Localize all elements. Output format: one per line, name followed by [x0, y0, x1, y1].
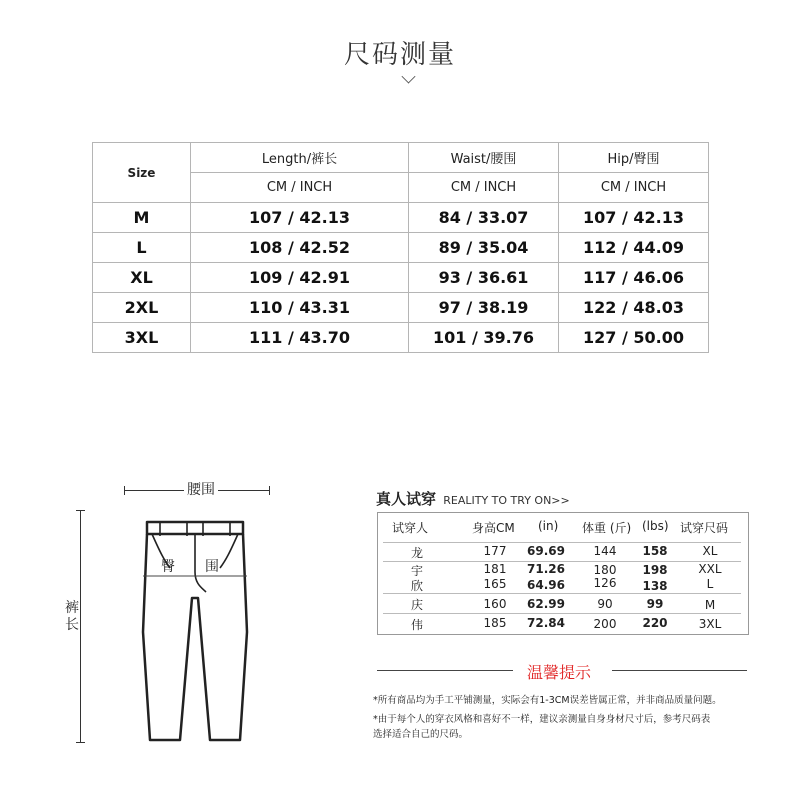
- tryon-weight-jin: 126: [593, 576, 617, 590]
- tryon-header-size: 试穿尺码: [680, 521, 729, 535]
- length-cell: 108 / 42.52: [191, 233, 409, 263]
- length-dimension-tick: [76, 510, 85, 511]
- tryon-weight-lbs: 99: [646, 597, 664, 611]
- note-text: 选择适合自己的尺码。: [373, 729, 469, 740]
- tryon-weight-lbs: 220: [642, 616, 668, 630]
- table-row: [93, 323, 709, 353]
- waist-cell: 84 / 33.07: [409, 203, 559, 233]
- tryon-weight-jin: 200: [593, 617, 617, 631]
- hip-cell: 107 / 42.13: [559, 203, 709, 233]
- tryon-weight-lbs: 198: [642, 563, 668, 577]
- tryon-name: 庆: [410, 598, 423, 612]
- tryon-height-cm: 185: [483, 616, 507, 630]
- trousers-illustration: [130, 512, 270, 747]
- tryon-title-text: 真人试穿: [376, 490, 437, 508]
- hip-cell: 117 / 46.06: [559, 263, 709, 293]
- tryon-weight-jin: 90: [597, 597, 613, 611]
- tryon-height-in: 72.84: [527, 616, 565, 630]
- tryon-weight-lbs: 138: [642, 579, 668, 593]
- length-cell: 109 / 42.91: [191, 263, 409, 293]
- length-label-char: 裤: [65, 600, 79, 616]
- hip-label: 围: [205, 559, 219, 575]
- tryon-weight-lbs: 158: [642, 544, 668, 558]
- page-title: 尺码测量: [343, 40, 456, 70]
- unit-label: CM / INCH: [409, 173, 559, 203]
- length-cell: 107 / 42.13: [191, 203, 409, 233]
- table-row: [93, 203, 709, 233]
- waist-column-header: Waist/腰围: [409, 143, 559, 173]
- tryon-size: XL: [702, 544, 718, 558]
- chevron-down-icon: [401, 69, 415, 83]
- tryon-height-cm: 181: [483, 562, 507, 576]
- tryon-header-weight-lbs: (lbs): [642, 519, 669, 533]
- tryon-height-in: 69.69: [527, 544, 565, 558]
- hip-label: 臀: [161, 559, 175, 575]
- note-text: *由于每个人的穿衣风格和喜好不一样，建议亲测量自身身材尺寸后，参考尺码表: [373, 714, 711, 725]
- size-cell: L: [93, 233, 191, 263]
- note-text: *所有商品均为手工平铺测量，实际会有1-3CM误差皆属正常，并非商品质量问题。: [373, 695, 722, 706]
- tryon-header-height: 身高CM: [472, 521, 515, 535]
- size-column-header: Size: [93, 143, 191, 203]
- length-cell: 111 / 43.70: [191, 323, 409, 353]
- tryon-divider: [383, 542, 741, 543]
- size-cell: 2XL: [93, 293, 191, 323]
- waist-cell: 97 / 38.19: [409, 293, 559, 323]
- tryon-name: 宇: [410, 564, 423, 578]
- length-label-char: 长: [65, 617, 79, 633]
- tryon-header-weight: 体重 (斤): [582, 521, 632, 535]
- tips-divider-right: [612, 670, 747, 671]
- length-label: [64, 600, 80, 634]
- table-row: [93, 233, 709, 263]
- tryon-title: [376, 488, 570, 509]
- size-table: [92, 142, 709, 353]
- tryon-height-cm: 160: [483, 597, 507, 611]
- size-cell: 3XL: [93, 323, 191, 353]
- tryon-name: 伟: [410, 618, 423, 632]
- hip-cell: 112 / 44.09: [559, 233, 709, 263]
- tryon-header-name: 试穿人: [392, 521, 429, 535]
- waist-cell: 101 / 39.76: [409, 323, 559, 353]
- tryon-divider: [383, 613, 741, 614]
- table-row: [93, 293, 709, 323]
- waist-cell: 89 / 35.04: [409, 233, 559, 263]
- size-cell: M: [93, 203, 191, 233]
- tryon-weight-jin: 180: [593, 563, 617, 577]
- size-cell: XL: [93, 263, 191, 293]
- length-dimension-line: [80, 510, 81, 743]
- tryon-size: L: [706, 577, 714, 591]
- length-dimension-tick: [76, 742, 85, 743]
- waist-label: 腰围: [184, 479, 218, 499]
- tryon-height-cm: 177: [483, 544, 507, 558]
- tips-divider-left: [377, 670, 513, 671]
- tryon-name: 欣: [410, 579, 423, 593]
- tryon-weight-jin: 144: [593, 544, 617, 558]
- tryon-height-in: 71.26: [527, 562, 565, 576]
- tryon-size: M: [704, 598, 716, 612]
- tips-title: 温馨提示: [527, 663, 592, 682]
- waist-dimension-tick: [124, 486, 125, 495]
- waist-dimension-tick: [269, 486, 270, 495]
- tryon-size: 3XL: [698, 617, 722, 631]
- hip-column-header: Hip/臀围: [559, 143, 709, 173]
- table-header-row: [93, 143, 709, 173]
- tryon-subtitle: REALITY TO TRY ON>>: [443, 494, 570, 507]
- length-column-header: Length/裤长: [191, 143, 409, 173]
- tryon-size: XXL: [698, 562, 722, 576]
- tryon-name: 龙: [410, 546, 423, 560]
- table-row: [93, 263, 709, 293]
- unit-label: CM / INCH: [191, 173, 409, 203]
- tryon-divider: [383, 593, 741, 594]
- hip-cell: 127 / 50.00: [559, 323, 709, 353]
- tryon-height-in: 64.96: [527, 578, 565, 592]
- length-cell: 110 / 43.31: [191, 293, 409, 323]
- tryon-header-height-in: (in): [538, 519, 559, 533]
- tryon-height-in: 62.99: [527, 597, 565, 611]
- tryon-height-cm: 165: [483, 577, 507, 591]
- unit-label: CM / INCH: [559, 173, 709, 203]
- hip-cell: 122 / 48.03: [559, 293, 709, 323]
- waist-cell: 93 / 36.61: [409, 263, 559, 293]
